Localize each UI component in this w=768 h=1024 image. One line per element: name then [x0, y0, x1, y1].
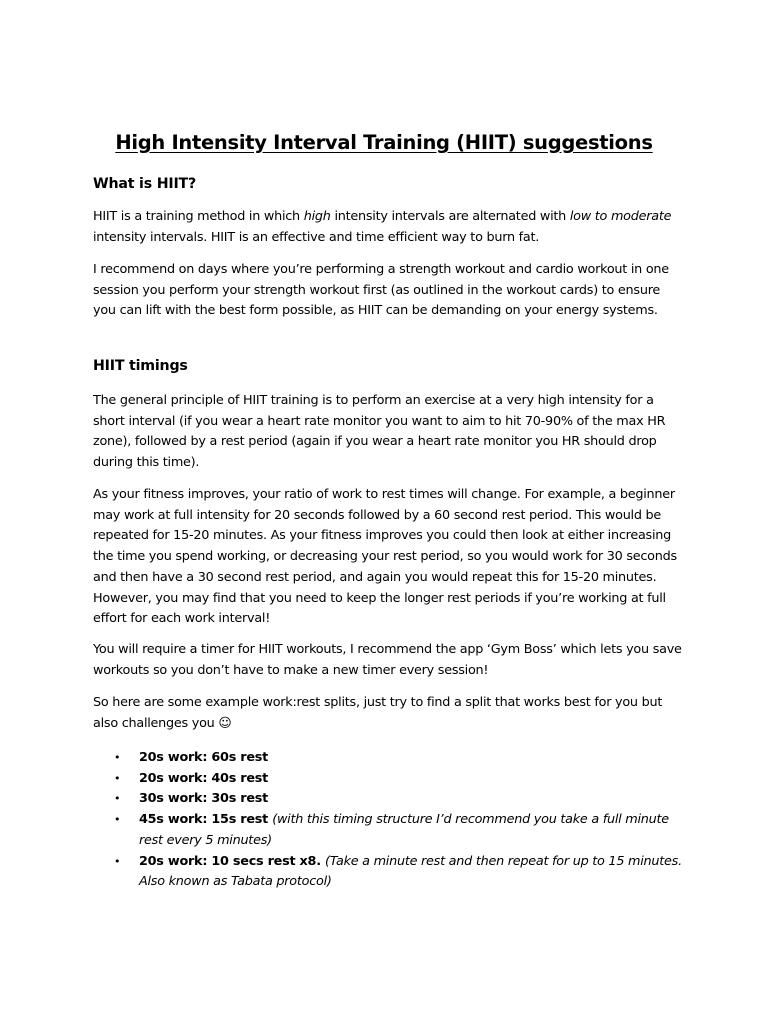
list-item	[93, 769, 683, 790]
split-label: 45s work: 15s rest	[139, 812, 273, 828]
heading-hiit-timings: HIIT timings	[93, 358, 188, 374]
list-item	[93, 852, 683, 893]
work-rest-split-list	[93, 748, 683, 893]
split-note: (Take a minute rest and then repeat for up to 15 minutes. Also known as Tabata protocol)	[139, 853, 682, 890]
emphasis-low-to-moderate: low to moderate	[569, 209, 672, 224]
bullet-dot-icon: •	[114, 751, 121, 764]
paragraph-strength-first: I recommend on days where you’re performing a strength workout and cardio workout in one session you perform your strength workout first (as outlined in the workout cards) to ensure you can lift with the best form possible, as HIIT can be demanding on your energy systems.	[93, 262, 669, 319]
split-label: 20s work: 60s rest	[139, 750, 268, 765]
bullet-dot-icon: •	[114, 854, 121, 868]
text-run: intensity intervals. HIIT is an effective and time efficient way to burn fat.	[93, 229, 540, 245]
paragraph-hiit-definition	[93, 207, 683, 248]
paragraph-general-principle: The general principle of HIIT training is to perform an exercise at a very high intensity for a short interval (if you wear a heart rate monitor you want to aim to hit 70-90% of the max HR zone), followed by a rest period (again if you wear a heart rate monitor you HR should drop during this time).	[93, 393, 666, 471]
paragraph-example-splits: So here are some example work:rest splits, just try to find a split that works best for you but also challenges you ☺	[93, 695, 663, 731]
paragraph-fitness-ratio: As your fitness improves, your ratio of work to rest times will change. For example, a beginner may work at full intensity for 20 seconds followed by a 60 second rest period. This would be repeated for 15-20 minutes. As your fitness improves you could then look at either increasing the time you spend working, or decreasing your rest period, so you would work for 30 seconds and then have a 30 second rest period, and again you would repeat this for 15-20 minutes. However, you may find that you need to keep the longer rest periods if you’re working at full effort for each work interval!	[93, 487, 677, 627]
heading-what-is-hiit: What is HIIT?	[93, 176, 197, 192]
split-label: 20s work: 40s rest	[139, 770, 268, 786]
paragraph-timer-app: You will require a timer for HIIT workouts, I recommend the app ‘Gym Boss’ which lets you save workouts so you don’t have to make a new timer every session!	[93, 642, 682, 678]
text-run: HIIT is a training method in which	[93, 209, 304, 224]
list-item	[93, 810, 683, 851]
split-label: 30s work: 30s rest	[139, 791, 268, 807]
list-item	[93, 789, 683, 810]
split-note: (with this timing structure I’d recommend you take a full minute rest every 5 minutes)	[139, 812, 669, 848]
emphasis-high: high	[303, 209, 331, 224]
bullet-dot-icon: •	[114, 792, 121, 806]
text-run: intensity intervals are alternated with	[330, 209, 570, 224]
split-label: 20s work: 10 secs rest x8.	[139, 853, 326, 869]
bullet-dot-icon: •	[114, 771, 121, 785]
bullet-dot-icon: •	[114, 813, 121, 827]
page-title: High Intensity Interval Training (HIIT) suggestions	[115, 131, 653, 154]
list-item	[93, 748, 683, 769]
